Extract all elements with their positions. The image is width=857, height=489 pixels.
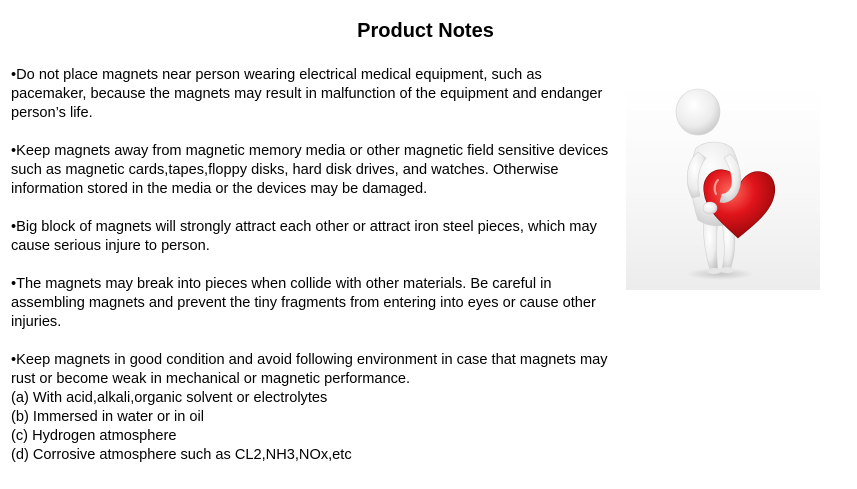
page-title: Product Notes (357, 20, 494, 42)
note-text: •Keep magnets away from magnetic memory media or other magnetic field sensitive devices such as magnetic cards,tapes,floppy disks, hard disk drives, and watches. Otherwise information stored in the media or the devices may be damaged. (11, 143, 609, 197)
note-text: •Big block of magnets will strongly attract each other or attract iron steel pieces, which may cause serious injure to person. (11, 219, 597, 254)
note-text: •Do not place magnets near person wearing electrical medical equipment, such as pacemaker, because the magnets may result in malfunction of the equipment and endanger person’s life. (11, 67, 603, 121)
illustration (626, 88, 820, 290)
environment-item-acid: (a) With acid,alkali,organic solvent or electrolytes (11, 390, 328, 406)
figure-holding-heart-icon (626, 88, 820, 290)
note-text: •Keep magnets in good condition and avoid following environment in case that magnets may rust or become weak in mechanical or magnetic performance. (11, 352, 608, 387)
note-storage-environment (11, 351, 616, 465)
note-text: •The magnets may break into pieces when collide with other materials. Be careful in assembling magnets and prevent the tiny fragments from entering into eyes or cause other injuries. (11, 276, 596, 330)
environment-item-water: (b) Immersed in water or in oil (11, 409, 205, 425)
environment-item-hydrogen: (c) Hydrogen atmosphere (11, 428, 177, 444)
figure-head (676, 89, 720, 135)
environment-item-corrosive: (d) Corrosive atmosphere such as CL2,NH3,NOx,etc (11, 447, 352, 463)
note-strong-attraction (11, 218, 616, 256)
note-pacemaker (11, 66, 616, 123)
note-breakage (11, 275, 616, 332)
product-notes (11, 66, 616, 465)
note-magnetic-media (11, 142, 616, 199)
